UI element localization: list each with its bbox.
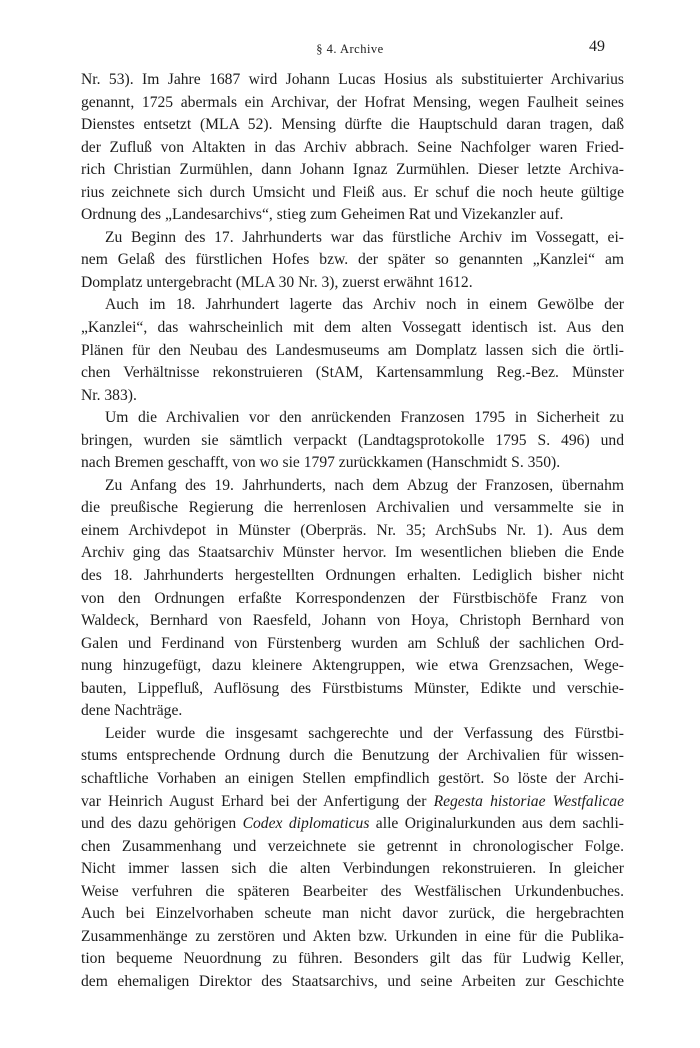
text-line [81, 497, 624, 520]
line-text: dem ehemaligen Direktor des Staatsarchivs, und seine Arbeiten zur Geschichte [81, 972, 624, 990]
line-text: Weise verfuhren die späteren Bearbeiter des Westfälischen Urkundenbuches. [81, 882, 624, 900]
text-line [81, 452, 624, 475]
text-line [81, 272, 624, 295]
text-line [81, 542, 624, 565]
text-line [81, 745, 624, 768]
line-text: var Heinrich August Erhard bei der Anfertigung der [81, 792, 434, 810]
line-text: Domplatz untergebracht (MLA 30 Nr. 3), zuerst erwähnt 1612. [81, 273, 473, 291]
text-line [81, 317, 624, 340]
italic-title: Regesta historiae Westfalicae [433, 792, 624, 810]
text-line [81, 204, 624, 227]
line-text: Zu Beginn des 17. Jahrhunderts war das fürstliche Archiv im Vossegatt, ei- [105, 228, 624, 246]
text-line [81, 633, 624, 656]
text-line [81, 858, 624, 881]
line-text: chen Zusammenhang und verzeichnete sie getrennt in chronologischer Folge. [81, 837, 624, 855]
line-text: Zu Anfang des 19. Jahrhunderts, nach dem Abzug der Franzosen, übernahm [105, 476, 624, 494]
line-text: nung hinzugefügt, dazu kleinere Aktengruppen, wie etwa Grenzsachen, Wege- [81, 657, 624, 675]
line-text: von den Ordnungen erfaßte Korrespondenzen der Fürstbischöfe Franz von [81, 589, 624, 607]
text-line [81, 227, 624, 250]
line-text-after: alle Originalurkunden aus dem sachli- [369, 815, 624, 833]
line-text: Auch im 18. Jahrhundert lagerte das Archiv noch in einem Gewölbe der [105, 296, 624, 314]
body-text [81, 69, 624, 993]
text-line [81, 475, 624, 498]
text-line [81, 114, 624, 137]
text-line [81, 362, 624, 385]
line-text: schaftliche Vorhaben an einigen Stellen empfindlich gestört. So löste der Archi- [81, 769, 624, 787]
text-line [81, 768, 624, 791]
text-line [81, 971, 624, 994]
text-line [81, 159, 624, 182]
line-text: Archiv ging das Staatsarchiv Münster hervor. Im wesentlichen blieben die Ende [81, 544, 624, 562]
line-text: genannt, 1725 abermals ein Archivar, der Hofrat Mensing, wegen Faulheit seines [81, 93, 624, 111]
line-text: „Kanzlei“, das wahrscheinlich mit dem alten Vossegatt identisch ist. Aus den [81, 319, 624, 337]
line-text: der Zufluß von Altakten in das Archiv abbrach. Seine Nachfolger waren Fried- [81, 138, 624, 156]
line-text: Auch bei Einzelvorhaben scheute man nicht davor zurück, die hergebrachten [81, 905, 624, 923]
line-text: rich Christian Zurmühlen, dann Johann Ignaz Zurmühlen. Dieser letzte Archiva- [81, 161, 624, 179]
line-text: Zusammenhänge zu zerstören und Akten bzw. Urkunden in eine für die Publika- [81, 927, 624, 945]
line-text: tion bequeme Neuordnung zu führen. Besonders gilt das für Ludwig Keller, [81, 950, 624, 968]
page-header [0, 38, 700, 58]
line-text: Leider wurde die insgesamt sachgerechte und der Verfassung des Fürstbi- [105, 724, 624, 742]
line-text: bauten, Lippefluß, Auflösung des Fürstbistums Münster, Edikte und verschie- [81, 679, 624, 697]
text-line [81, 294, 624, 317]
text-line [81, 678, 624, 701]
text-line [81, 813, 624, 836]
text-line [81, 249, 624, 272]
line-text: die preußische Regierung die herrenlosen Archivalien und versammelte sie in [81, 499, 624, 517]
line-text: Nr. 53). Im Jahre 1687 wird Johann Lucas Hosius als substituierter Archivarius [81, 71, 624, 88]
text-line [81, 655, 624, 678]
line-text: Nr. 383). [81, 386, 137, 404]
text-line [81, 385, 624, 408]
text-line [81, 700, 624, 723]
line-text: bringen, wurden sie sämtlich verpackt (Landtagsprotokolle 1795 S. 496) und [81, 431, 624, 449]
text-line [81, 520, 624, 543]
text-line [81, 903, 624, 926]
running-title: § 4. Archive [316, 42, 384, 56]
line-text: Ordnung des „Landesarchivs“, stieg zum Geheimen Rat und Vizekanzler auf. [81, 206, 564, 224]
line-text: nem Gelaß des fürstlichen Hofes bzw. der später so genannten „Kanzlei“ am [81, 251, 624, 269]
text-line [81, 137, 624, 160]
line-text: Dienstes entsetzt (MLA 52). Mensing dürfte die Hauptschuld daran tragen, daß [81, 116, 624, 134]
italic-title: Codex diplomaticus [242, 815, 370, 833]
text-line [81, 836, 624, 859]
line-text: und des dazu gehörigen [81, 815, 243, 833]
text-line [81, 69, 624, 92]
text-line [81, 565, 624, 588]
line-text: Galen und Ferdinand von Fürstenberg wurden am Schluß der sachlichen Ord- [81, 634, 624, 652]
line-text: rius zeichnete sich durch Umsicht und Fleiß aus. Er schuf die noch heute gültige [81, 183, 624, 201]
text-line [81, 723, 624, 746]
line-text: Plänen für den Neubau des Landesmuseums am Domplatz lassen sich die örtli- [81, 341, 624, 359]
text-line [81, 182, 624, 205]
text-line [81, 881, 624, 904]
text-line [81, 92, 624, 115]
text-line [81, 926, 624, 949]
text-line [81, 588, 624, 611]
line-text: Waldeck, Bernhard von Raesfeld, Johann von Hoya, Christoph Bernhard von [81, 612, 624, 630]
text-line [81, 430, 624, 453]
page-number: 49 [589, 38, 605, 55]
line-text: Nicht immer lassen sich die alten Verbindungen rekonstruieren. In gleicher [81, 860, 624, 878]
line-text: nach Bremen geschafft, von wo sie 1797 zurückkamen (Hanschmidt S. 350). [81, 454, 561, 472]
text-line [81, 948, 624, 971]
text-line [81, 407, 624, 430]
line-text: Um die Archivalien vor den anrückenden Franzosen 1795 in Sicherheit zu [105, 409, 624, 427]
line-text: einem Archivdepot in Münster (Oberpräs. Nr. 35; ArchSubs Nr. 1). Aus dem [81, 521, 624, 539]
text-line [81, 610, 624, 633]
line-text: chen Verhältnisse rekonstruieren (StAM, Kartensammlung Reg.-Bez. Münster [81, 364, 624, 382]
line-text: stums entsprechende Ordnung durch die Benutzung der Archivalien für wissen- [81, 747, 624, 765]
line-text: des 18. Jahrhunderts hergestellten Ordnungen erhalten. Lediglich bisher nicht [81, 567, 624, 585]
line-text: dene Nachträge. [81, 702, 183, 720]
text-line [81, 340, 624, 363]
text-line [81, 791, 624, 814]
